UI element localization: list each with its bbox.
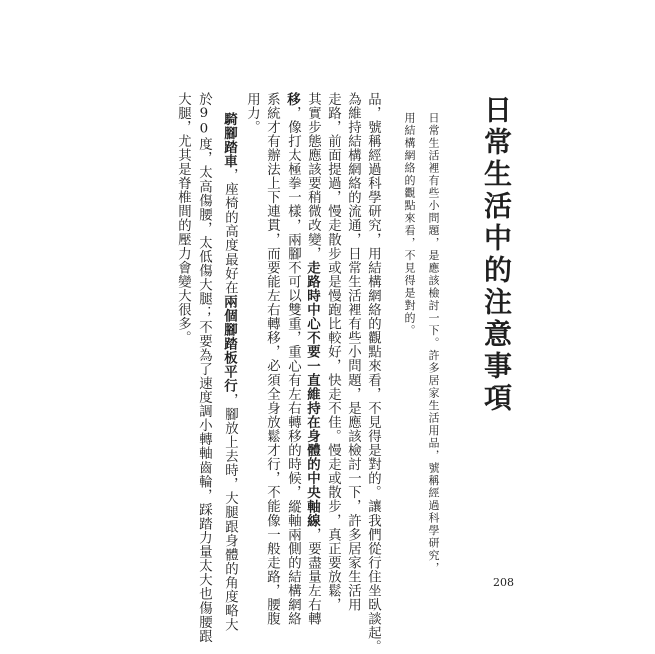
bold-text: 騎腳踏車 — [221, 112, 238, 169]
text-run: 走路，前面提過，慢走散步或是慢跑比較好，快走不佳。慢走或散步，真正要放鬆， — [325, 92, 341, 612]
body-column — [265, 92, 278, 626]
bold-text: 移 — [284, 92, 301, 107]
page-title: 日常生活中的注意事項 — [480, 95, 513, 415]
body-column — [346, 92, 359, 612]
text-run: 用力。 — [244, 92, 260, 135]
body-column — [222, 112, 236, 632]
body-column — [366, 92, 379, 654]
body-column — [285, 92, 299, 626]
text-run: 系統才有辦法上下連貫，而要能左右轉移，必須全身放鬆才行，不能像一般走路，腰腹 — [264, 92, 280, 626]
body-column — [245, 92, 258, 134]
bold-text: 走路時中心不要一直維持在身體的中央軸線 — [304, 260, 321, 528]
body-column — [305, 92, 319, 626]
text-run: 其實步態應該要稍微改變， — [305, 92, 321, 261]
body-column — [176, 92, 189, 345]
text-run: ，腳放上去時，大腿跟身體的角度略大 — [222, 393, 238, 632]
text-run: ，像打太極拳一樣，兩腳不可以雙重，重心有左右轉移的時候，縱軸兩側的結構網絡 — [285, 106, 301, 626]
text-run: 大腿，尤其是脊椎間的壓力會變大很多。 — [175, 92, 191, 345]
body-column — [326, 92, 339, 612]
text-run: 為維持結構網絡的流通，日常生活裡有些小問題，是應該檢討一下，許多居家生活用 — [345, 92, 361, 612]
text-run: ，座椅的高度最好在 — [222, 168, 238, 295]
body-column — [197, 92, 210, 643]
intro-line-1: 日常生活裡有些小問題，是應該檢討一下。許多居家生活用品，號稱經過科學研究， — [427, 112, 440, 575]
text-run: 於90度，太高傷腰，太低傷大腿；不要為了速度調小轉軸齒輪，踩踏力量太大也傷腰跟 — [196, 92, 212, 644]
text-run: 品，號稱經過科學研究，用結構網絡的觀點來看，不見得是對的。讓我們從行住坐臥談起。 — [365, 92, 381, 654]
page-number: 208 — [493, 576, 514, 589]
text-run: ，要盡量左右轉 — [305, 527, 321, 626]
bold-text: 兩個腳踏板平行 — [221, 294, 238, 394]
intro-line-2: 用結構網絡的觀點來看，不見得是對的。 — [403, 112, 416, 337]
